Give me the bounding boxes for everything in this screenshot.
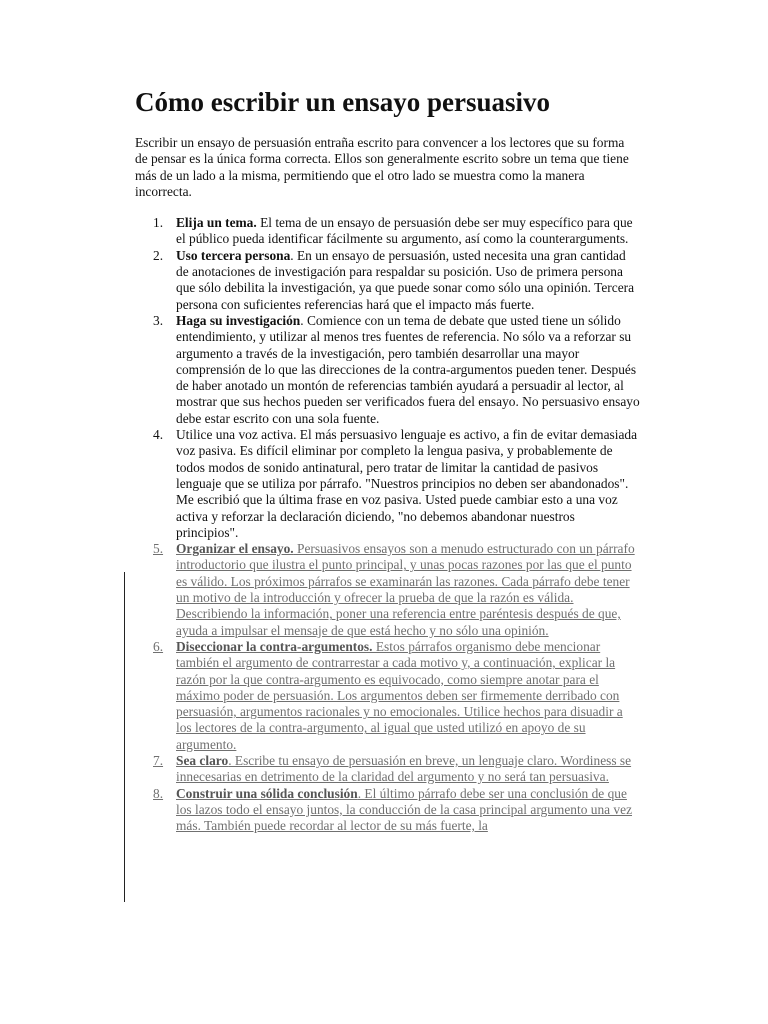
list-item-lead: Elija un tema.	[176, 215, 257, 231]
list-item	[135, 313, 640, 427]
revision-change-bar	[124, 572, 125, 902]
list-item-lead: Haga su investigación	[176, 312, 301, 328]
list-item-number: 8.	[153, 785, 164, 801]
list-item-number: 6.	[153, 638, 164, 654]
document-page	[135, 86, 640, 834]
list-item-text: Utilice una voz activa. El más persuasivo lenguaje es activo, a fin de evitar demasiada voz pasiva. Es difícil eliminar por completo la lengua pasiva, y probablemente de todos modos de sonido antinatural, pero tratar de limitar la cantidad de pasivos lenguaje que se utiliza por párrafo. "Nuestros principios no deben ser abandonados". Me escribió que la última frase en voz pasiva. Usted puede cambiar esto a una voz activa y reforzar la declaración diciendo, "no debemos abandonar nuestros principios".	[176, 427, 638, 540]
list-item-text: . Comience con un tema de debate que usted tiene un sólido entendimiento, y utilizar al menos tres fuentes de referencia. No sólo va a reforzar su argumento a través de la investigación, pero también desarrollar una mayor comprensión de lo que las direcciones de la contra-argumentos pueden tener. Después de haber anotado un montón de referencias también ayudará a persuadir al lector, al mostrar que sus hechos pueden ser verificados fuera del ensayo. No persuasivo ensayo debe estar escrito con una sola fuente.	[176, 312, 640, 426]
list-item	[135, 786, 640, 835]
list-item-text: . En un ensayo de persuasión, usted necesita una gran cantidad de anotaciones de investigación para respaldar su posición. Uso de primera persona que sólo debilita la investigación, ya que puede sonar como sólo una opinión. Tercera persona con suficientes referencias hará que el impacto más fuerte.	[176, 247, 635, 312]
list-item-text: . Escribe tu ensayo de persuasión en breve, un lenguaje claro. Wordiness se innecesarias en detrimento de la claridad del argumento y no será tan persuasiva.	[176, 752, 632, 785]
list-item	[135, 753, 640, 786]
list-item-text: . El último párrafo debe ser una conclusión de que los lazos todo el ensayo juntos, la conducción de la casa principal argumento una vez más. También puede recordar al lector de su más fuerte, la	[176, 785, 633, 834]
page-title: Cómo escribir un ensayo persuasivo	[135, 87, 551, 117]
list-item	[135, 541, 640, 639]
list-item-text: El tema de un ensayo de persuasión debe ser muy específico para que el público pueda identificar fácilmente su argumento, así como la counterarguments.	[176, 215, 633, 247]
list-item-number: 4.	[153, 427, 164, 443]
steps-list	[135, 215, 640, 834]
list-item-lead: Organizar el ensayo.	[176, 541, 294, 557]
list-item-lead: Uso tercera persona	[176, 247, 291, 263]
list-item-number: 5.	[153, 541, 164, 557]
list-item-text: Persuasivos ensayos son a menudo estructurado con un párrafo introductorio que ilustra el punto principal, y unas pocas razones por las que el punto es válido. Los próximos párrafos se examinarán las razones. Cada párrafo debe tener un motivo de la introducción y ofrecer la prueba de que la razón es válida. Describiendo la información, poner una referencia entre paréntesis después de que, ayuda a impulsar el mensaje de que está hecho y no sólo una opinión.	[176, 541, 635, 638]
list-item-number: 3.	[153, 312, 164, 328]
list-item-lead: Diseccionar la contra-argumentos.	[176, 638, 373, 654]
list-item-number: 7.	[153, 752, 164, 768]
list-item-lead: Sea claro	[176, 752, 229, 768]
list-item	[135, 248, 640, 313]
intro-paragraph: Escribir un ensayo de persuasión entraña escrito para convencer a los lectores que su forma de pensar es la única forma correcta. Ellos son generalmente escrito sobre un tema que tiene más de un lado a la misma, permitiendo que el otro lado se muestra como la manera incorrecta.	[135, 135, 629, 199]
list-item-text: Estos párrafos organismo debe mencionar también el argumento de contrarrestar a cada motivo y, a continuación, explicar la razón por la que contra-argumento es equivocado, como siempre anotar para el máximo poder de persuasión. Los argumentos deben ser firmemente derribado con persuasión, argumentos racionales y no emocionales. Utilice hechos para disuadir a los lectores de la contra-argumento, al igual que usted utilizó en apoyo de su argumento.	[176, 638, 623, 752]
list-item	[135, 639, 640, 753]
list-item-number: 2.	[153, 247, 164, 263]
list-item-lead: Construir una sólida conclusión	[176, 785, 358, 801]
list-item	[135, 427, 640, 541]
list-item	[135, 215, 640, 248]
list-item-number: 1.	[153, 215, 164, 231]
